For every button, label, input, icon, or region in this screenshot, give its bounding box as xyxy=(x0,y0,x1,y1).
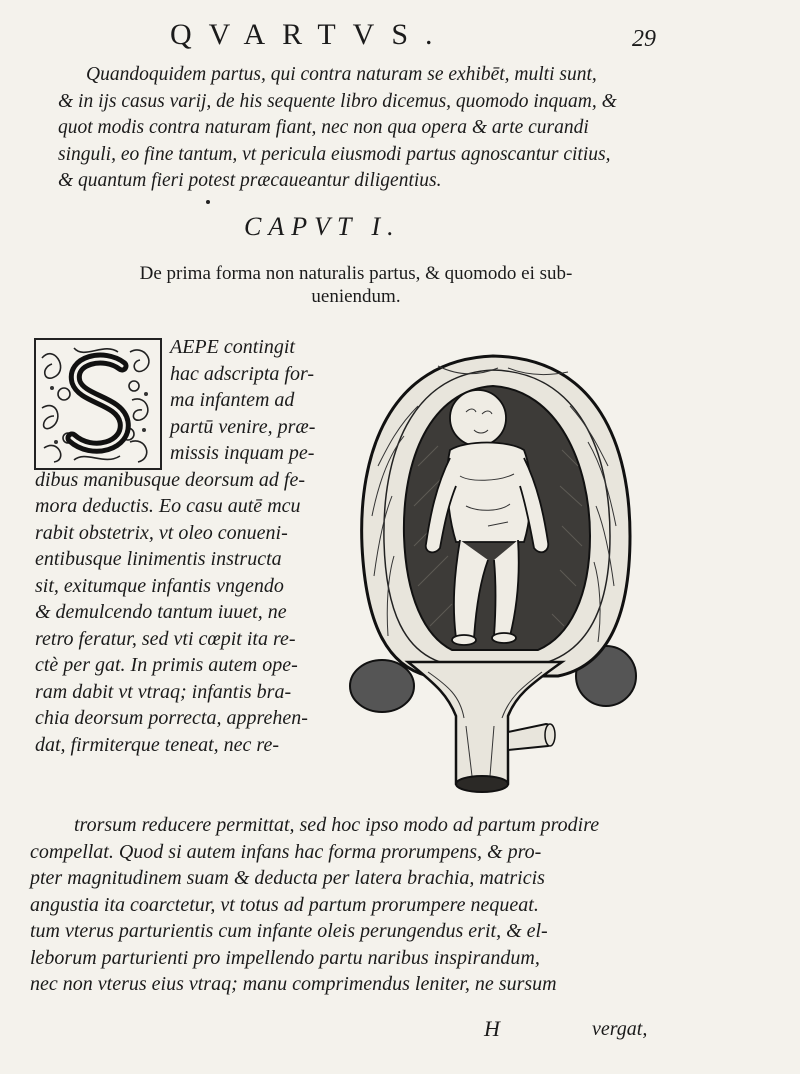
body-line: dibus manibusque deorsum ad fe- xyxy=(35,468,305,491)
intro-line: quot modis contra naturam fiant, nec non qua opera & arte curandi xyxy=(58,117,589,138)
chapter-subtitle xyxy=(76,262,636,308)
body-line: mora deductis. Eo casu autē mcu xyxy=(35,495,301,517)
body-line: trorsum reducere permittat, sed hoc ipso modo ad partum prodire xyxy=(74,814,600,836)
body-line: entibusque linimentis instructa xyxy=(35,548,282,570)
body-line: ram dabit vt vtraq; infantis bra- xyxy=(35,680,292,703)
body-line: ctè per gat. In primis autem ope- xyxy=(35,654,298,676)
body-line: nec non vterus eius vtraq; manu comprimendus leniter, ne sursum xyxy=(30,973,557,995)
body-line: hac adscripta for- xyxy=(170,362,315,385)
body-line: sit, exitumque infantis vngendo xyxy=(35,574,284,597)
body-line: rabit obstetrix, vt oleo conueni- xyxy=(35,521,288,544)
running-head: QVARTVS. xyxy=(170,18,450,51)
body-line: dat, firmiterque teneat, nec re- xyxy=(35,733,280,756)
ink-mark xyxy=(206,200,210,204)
body-line: retro feratur, sed vti cœpit ita re- xyxy=(35,627,296,650)
page-number: 29 xyxy=(632,26,656,52)
body-line: tum vterus parturientis cum infante oleis perungendus erit, & el- xyxy=(30,920,548,942)
woodcut-illustration xyxy=(348,346,638,796)
intro-paragraph xyxy=(58,62,638,195)
signature-mark: H xyxy=(484,1016,500,1041)
chapter-title: CAPVT I. xyxy=(244,212,401,241)
intro-line: & quantum fieri potest præcaueantur diligentius. xyxy=(58,170,442,191)
intro-line: Quandoquidem partus, qui contra naturam se exhibēt, multi sunt, xyxy=(86,64,597,85)
body-line: pter magnitudinem suam & deducta per latera brachia, matricis xyxy=(30,867,545,889)
body-line: & demulcendo tantum iuuet, ne xyxy=(35,601,287,623)
body-text-lower xyxy=(30,812,660,998)
intro-line: singuli, eo fine tantum, vt pericula eiusmodi partus agnoscantur citius, xyxy=(58,143,611,165)
body-line: leborum parturienti pro impellendo partu naribus inspirandum, xyxy=(30,946,540,969)
body-line: chia deorsum porrecta, apprehen- xyxy=(35,707,308,729)
subtitle-line: ueniendum. xyxy=(311,286,401,307)
body-line: angustia ita coarctetur, vt totus ad partum prorumpere nequeat. xyxy=(30,893,539,916)
woodcut-womb-infant-icon xyxy=(348,346,638,796)
intro-line: & in ijs casus varij, de his sequente libro dicemus, quomodo inquam, & xyxy=(58,90,617,112)
subtitle-line: De prima forma non naturalis partus, & quomodo ei sub- xyxy=(139,263,573,284)
ornamental-initial-s-icon xyxy=(34,338,162,470)
body-line: compellat. Quod si autem infans hac forma prorumpens, & pro- xyxy=(30,840,542,863)
body-line: AEPE contingit xyxy=(170,336,295,358)
catchword: vergat, xyxy=(592,1018,648,1040)
body-line: ma infantem ad xyxy=(170,389,295,411)
ornamental-initial xyxy=(34,338,162,470)
body-line: partū venire, præ- xyxy=(170,415,316,438)
body-line: missis inquam pe- xyxy=(170,442,315,464)
